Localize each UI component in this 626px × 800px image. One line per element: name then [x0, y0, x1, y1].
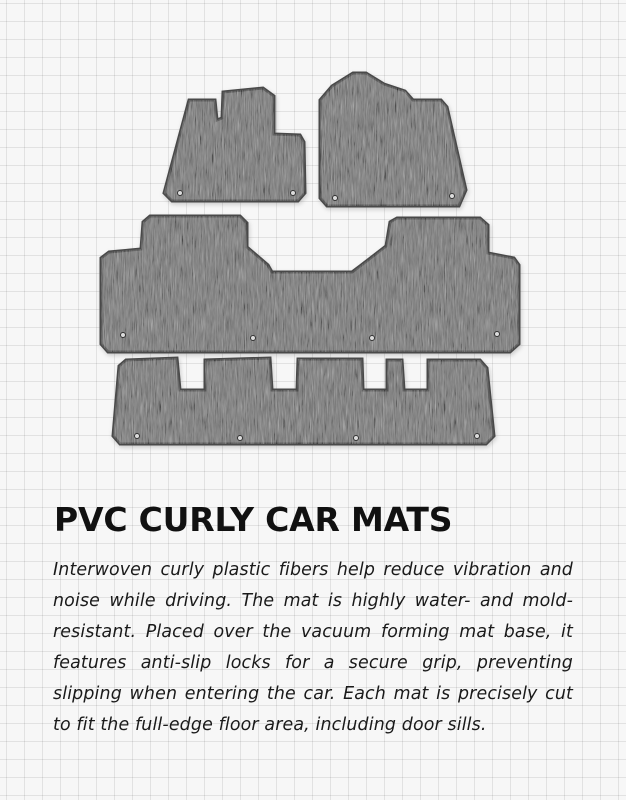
product-title: PVC CURLY CAR MATS [54, 500, 453, 539]
third-row-mat [113, 358, 494, 444]
front-right-mat [320, 73, 466, 206]
front-left-mat [164, 88, 305, 201]
second-row-mat [101, 216, 519, 352]
product-description: Interwoven curly plastic fibers help reduce vibration and noise while driving. The mat is highly water- and mold-resistant. Placed over the vacuum forming mat base, it features anti-slip locks for a secure grip, preventing slipping when entering the car. Each mat is precisely cut to fit the full-edge floor area, including door sills. [53, 560, 573, 735]
